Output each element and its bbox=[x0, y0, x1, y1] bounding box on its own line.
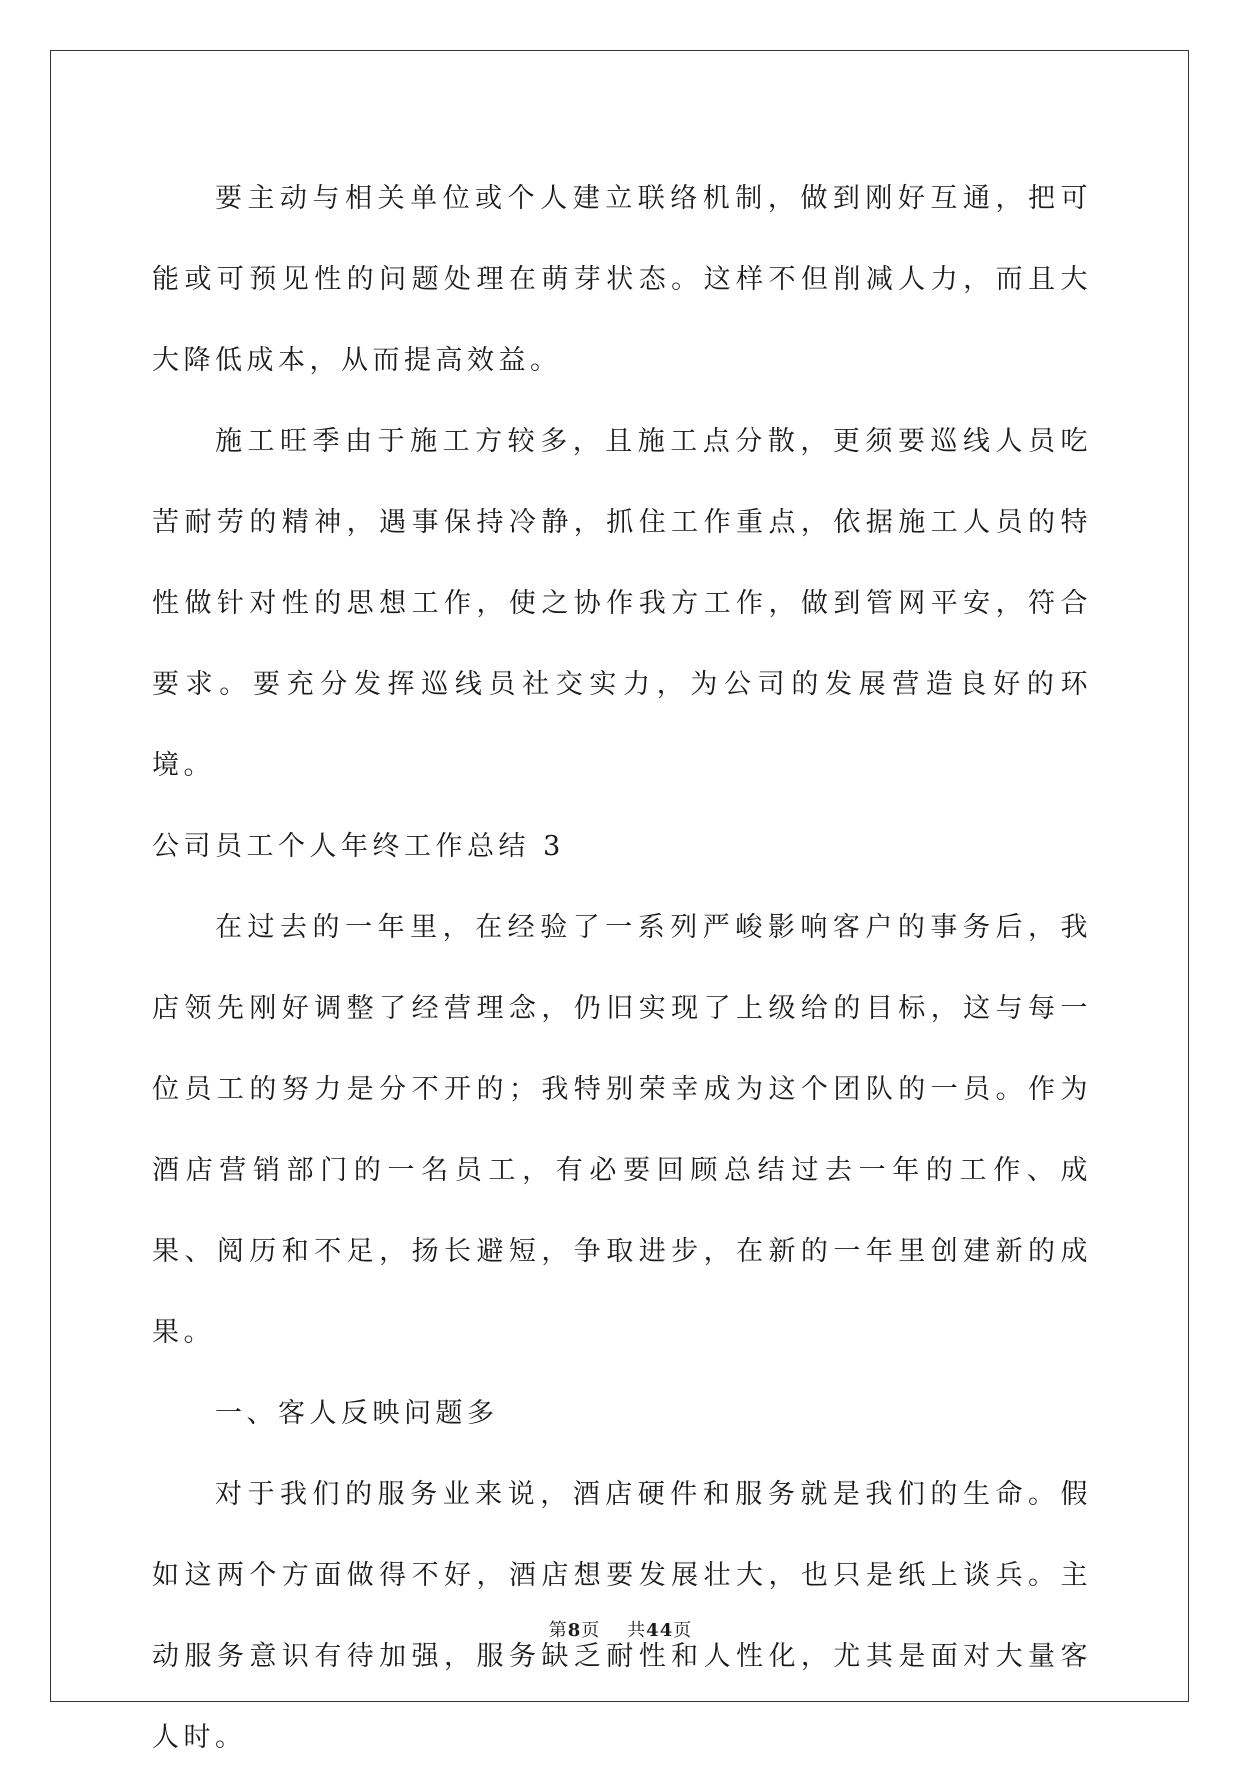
paragraph: 在过去的一年里，在经验了一系列严峻影响客户的事务后，我店领先刚好调整了经营理念，仍旧实现了上级给的目标，这与每一位员工的努力是分不开的；我特别荣幸成为这个团队的一员。作为酒店营销部门的一名员工，有必要回顾总结过去一年的工作、成果、阅历和不足，扬长避短，争取进步，在新的一年里创建新的成果。 bbox=[152, 912, 1092, 1348]
document-body bbox=[152, 158, 1092, 1778]
page-suffix: 页 bbox=[581, 1620, 601, 1641]
paragraph: 施工旺季由于施工方较多，且施工点分散，更须要巡线人员吃苦耐劳的精神，遇事保持冷静，抓住工作重点，依据施工人员的特性做针对性的思想工作，使之协作我方工作，做到管网平安，符合要求。要充分发挥巡线员社交实力，为公司的发展营造良好的环境。 bbox=[152, 426, 1092, 781]
section-heading: 公司员工个人年终工作总结 3 bbox=[152, 831, 565, 862]
page-footer bbox=[0, 1616, 1241, 1642]
page-number: 8 bbox=[567, 1620, 582, 1641]
paragraph: 对于我们的服务业来说，酒店硬件和服务就是我们的生命。假如这两个方面做得不好，酒店想要发展壮大，也只是纸上谈兵。主动服务意识有待加强，服务缺乏耐性和人性化，尤其是面对大量客人时。 bbox=[152, 1479, 1092, 1753]
total-pages: 44 bbox=[646, 1620, 674, 1641]
paragraph: 要主动与相关单位或个人建立联络机制，做到刚好互通，把可能或可预见性的问题处理在萌芽状态。这样不但削减人力，而且大大降低成本，从而提高效益。 bbox=[152, 183, 1092, 376]
subheading: 一、客人反映问题多 bbox=[215, 1398, 499, 1429]
total-suffix: 页 bbox=[673, 1620, 693, 1641]
page-prefix: 第 bbox=[548, 1620, 568, 1641]
total-prefix: 共 bbox=[627, 1620, 647, 1641]
